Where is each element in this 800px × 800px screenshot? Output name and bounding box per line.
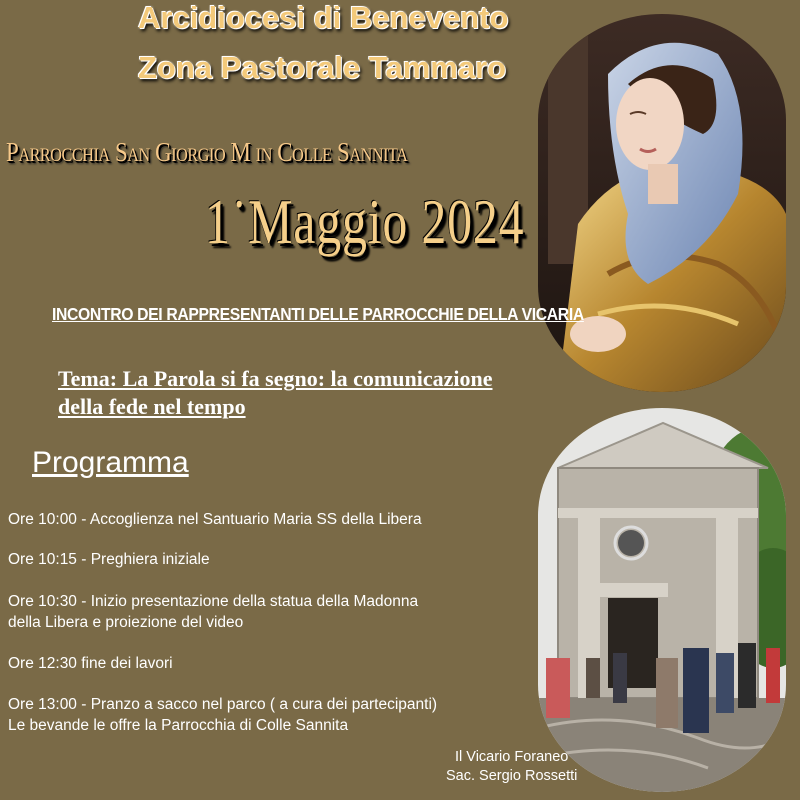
program-item: Ore 13:00 - Pranzo a sacco nel parco ( a cura dei partecipanti) [8,696,438,713]
program-title: Programma [32,446,189,479]
program-item: Ore 10:00 - Accoglienza nel Santuario Maria SS della Libera [8,511,422,528]
signature-name: Sac. Sergio Rossetti [446,768,578,784]
theme-line-1: Tema: La Parola si fa segno: la comunicazione [58,366,493,391]
program-item: della Libera e proiezione del video [8,614,244,631]
church-illustration [538,408,786,792]
event-date: 1˙Maggio 2024 [205,186,525,257]
meeting-heading: INCONTRO DEI RAPPRESENTANTI DELLE PARROCCHIE DELLA VICARIA [52,304,584,324]
madonna-statue-image [538,14,786,392]
signature-title: Il Vicario Foraneo [455,749,569,765]
diocese-title: Arcidiocesi di Benevento [138,0,509,35]
parish-name: Parrocchia San Giorgio M in Colle Sannita [6,137,408,167]
theme-text [58,365,492,421]
program-item: Ore 12:30 fine dei lavori [8,655,173,672]
statue-illustration [538,14,786,392]
program-item: Ore 10:15 - Preghiera iniziale [8,551,210,568]
program-item: Le bevande le offre la Parrocchia di Colle Sannita [8,717,349,734]
pastoral-zone-title: Zona Pastorale Tammaro [138,50,507,85]
theme-line-2: della fede nel tempo [58,394,246,419]
program-item: Ore 10:30 - Inizio presentazione della statua della Madonna [8,593,419,610]
church-image [538,408,786,792]
